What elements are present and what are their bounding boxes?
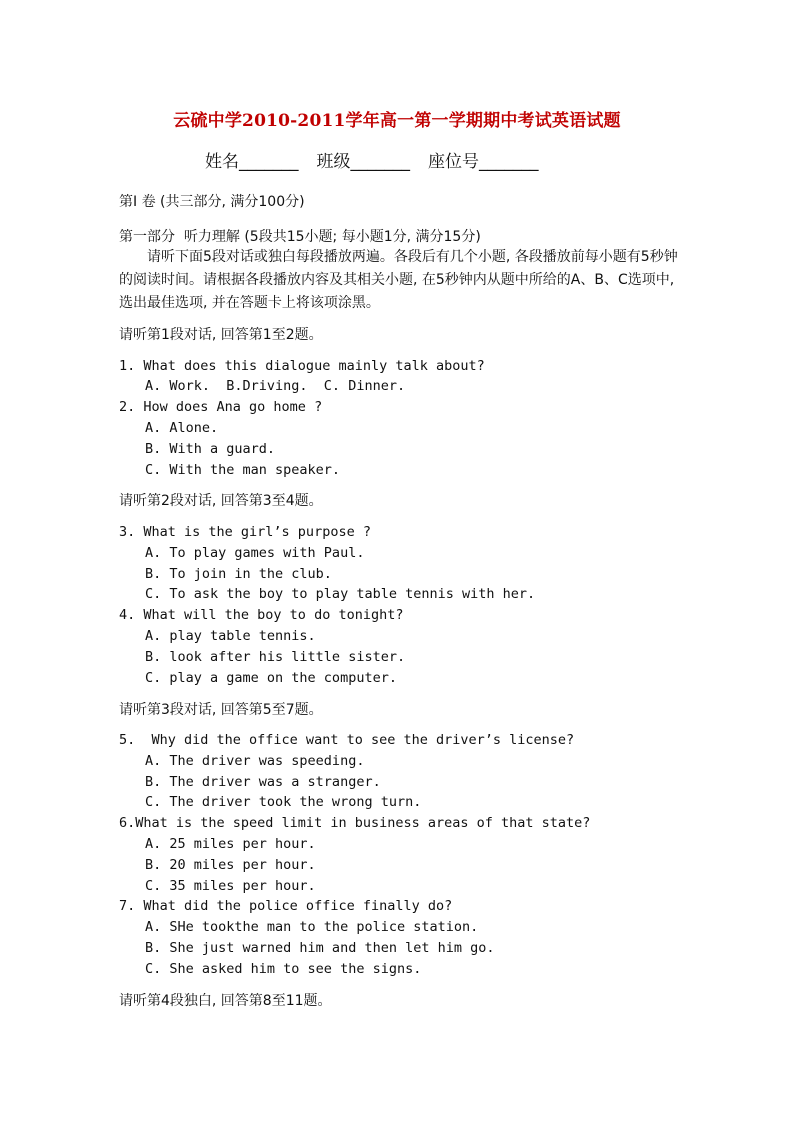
exam-title: 云硫中学2010-2011学年高一第一学期期中考试英语试题 — [173, 111, 621, 131]
question-stem: 1. What does this dialogue mainly talk about? — [119, 358, 485, 374]
question-stem: 7. What did the police office finally do? — [119, 898, 453, 914]
question-option: C. To ask the boy to play table tennis with her. — [145, 586, 536, 602]
class-field: 班级_______ — [316, 152, 410, 172]
part1-instructions: 请听下面5段对话或独白每段播放两遍。各段后有几个小题, 各段播放前每小题有5秒钟的阅读时间。请根据各段播放内容及其相关小题, 在5秒钟内从题中所给的A、B、C选项中, 选出最佳选项, 并在答题卡上将该项涂黑。 — [119, 249, 678, 311]
question-stem: 2. How does Ana go home ? — [119, 399, 323, 415]
question-stem: 5. Why did the office want to see the driver’s license? — [119, 732, 575, 748]
question-option: C. play a game on the computer. — [145, 670, 397, 686]
seat-field: 座位号_______ — [428, 152, 539, 172]
part1-heading: 第一部分 听力理解 (5段共15小题; 每小题1分, 满分15分) — [119, 229, 481, 245]
question-option: B. With a guard. — [145, 441, 276, 457]
section-instruction: 请听第4段独白, 回答第8至11题。 — [119, 993, 332, 1009]
question-stem: 6.What is the speed limit in business areas of that state? — [119, 815, 591, 831]
question-option: A. The driver was speeding. — [145, 753, 365, 769]
name-field: 姓名_______ — [205, 152, 299, 172]
question-option: B. The driver was a stranger. — [145, 774, 381, 790]
section-instruction: 请听第3段对话, 回答第5至7题。 — [119, 702, 323, 718]
question-option: B. To join in the club. — [145, 566, 332, 582]
question-option: A. Work. B.Driving. C. Dinner. — [145, 378, 406, 394]
question-option: B. She just warned him and then let him go. — [145, 940, 495, 956]
question-option: A. 25 miles per hour. — [145, 836, 316, 852]
section-instruction: 请听第1段对话, 回答第1至2题。 — [119, 327, 323, 343]
question-option: C. The driver took the wrong turn. — [145, 794, 422, 810]
question-option: A. SHe tookthe man to the police station. — [145, 919, 479, 935]
question-option: C. 35 miles per hour. — [145, 878, 316, 894]
question-option: A. play table tennis. — [145, 628, 316, 644]
question-option: A. Alone. — [145, 420, 219, 436]
volume-heading: 第I 卷 (共三部分, 满分100分) — [119, 194, 305, 210]
question-option: C. She asked him to see the signs. — [145, 961, 422, 977]
question-option: C. With the man speaker. — [145, 462, 341, 478]
section-instruction: 请听第2段对话, 回答第3至4题。 — [119, 493, 323, 509]
question-option: A. To play games with Paul. — [145, 545, 365, 561]
question-stem: 3. What is the girl’s purpose ? — [119, 524, 371, 540]
question-option: B. 20 miles per hour. — [145, 857, 316, 873]
question-option: B. look after his little sister. — [145, 649, 406, 665]
question-stem: 4. What will the boy to do tonight? — [119, 607, 404, 623]
student-info-line — [205, 147, 557, 172]
